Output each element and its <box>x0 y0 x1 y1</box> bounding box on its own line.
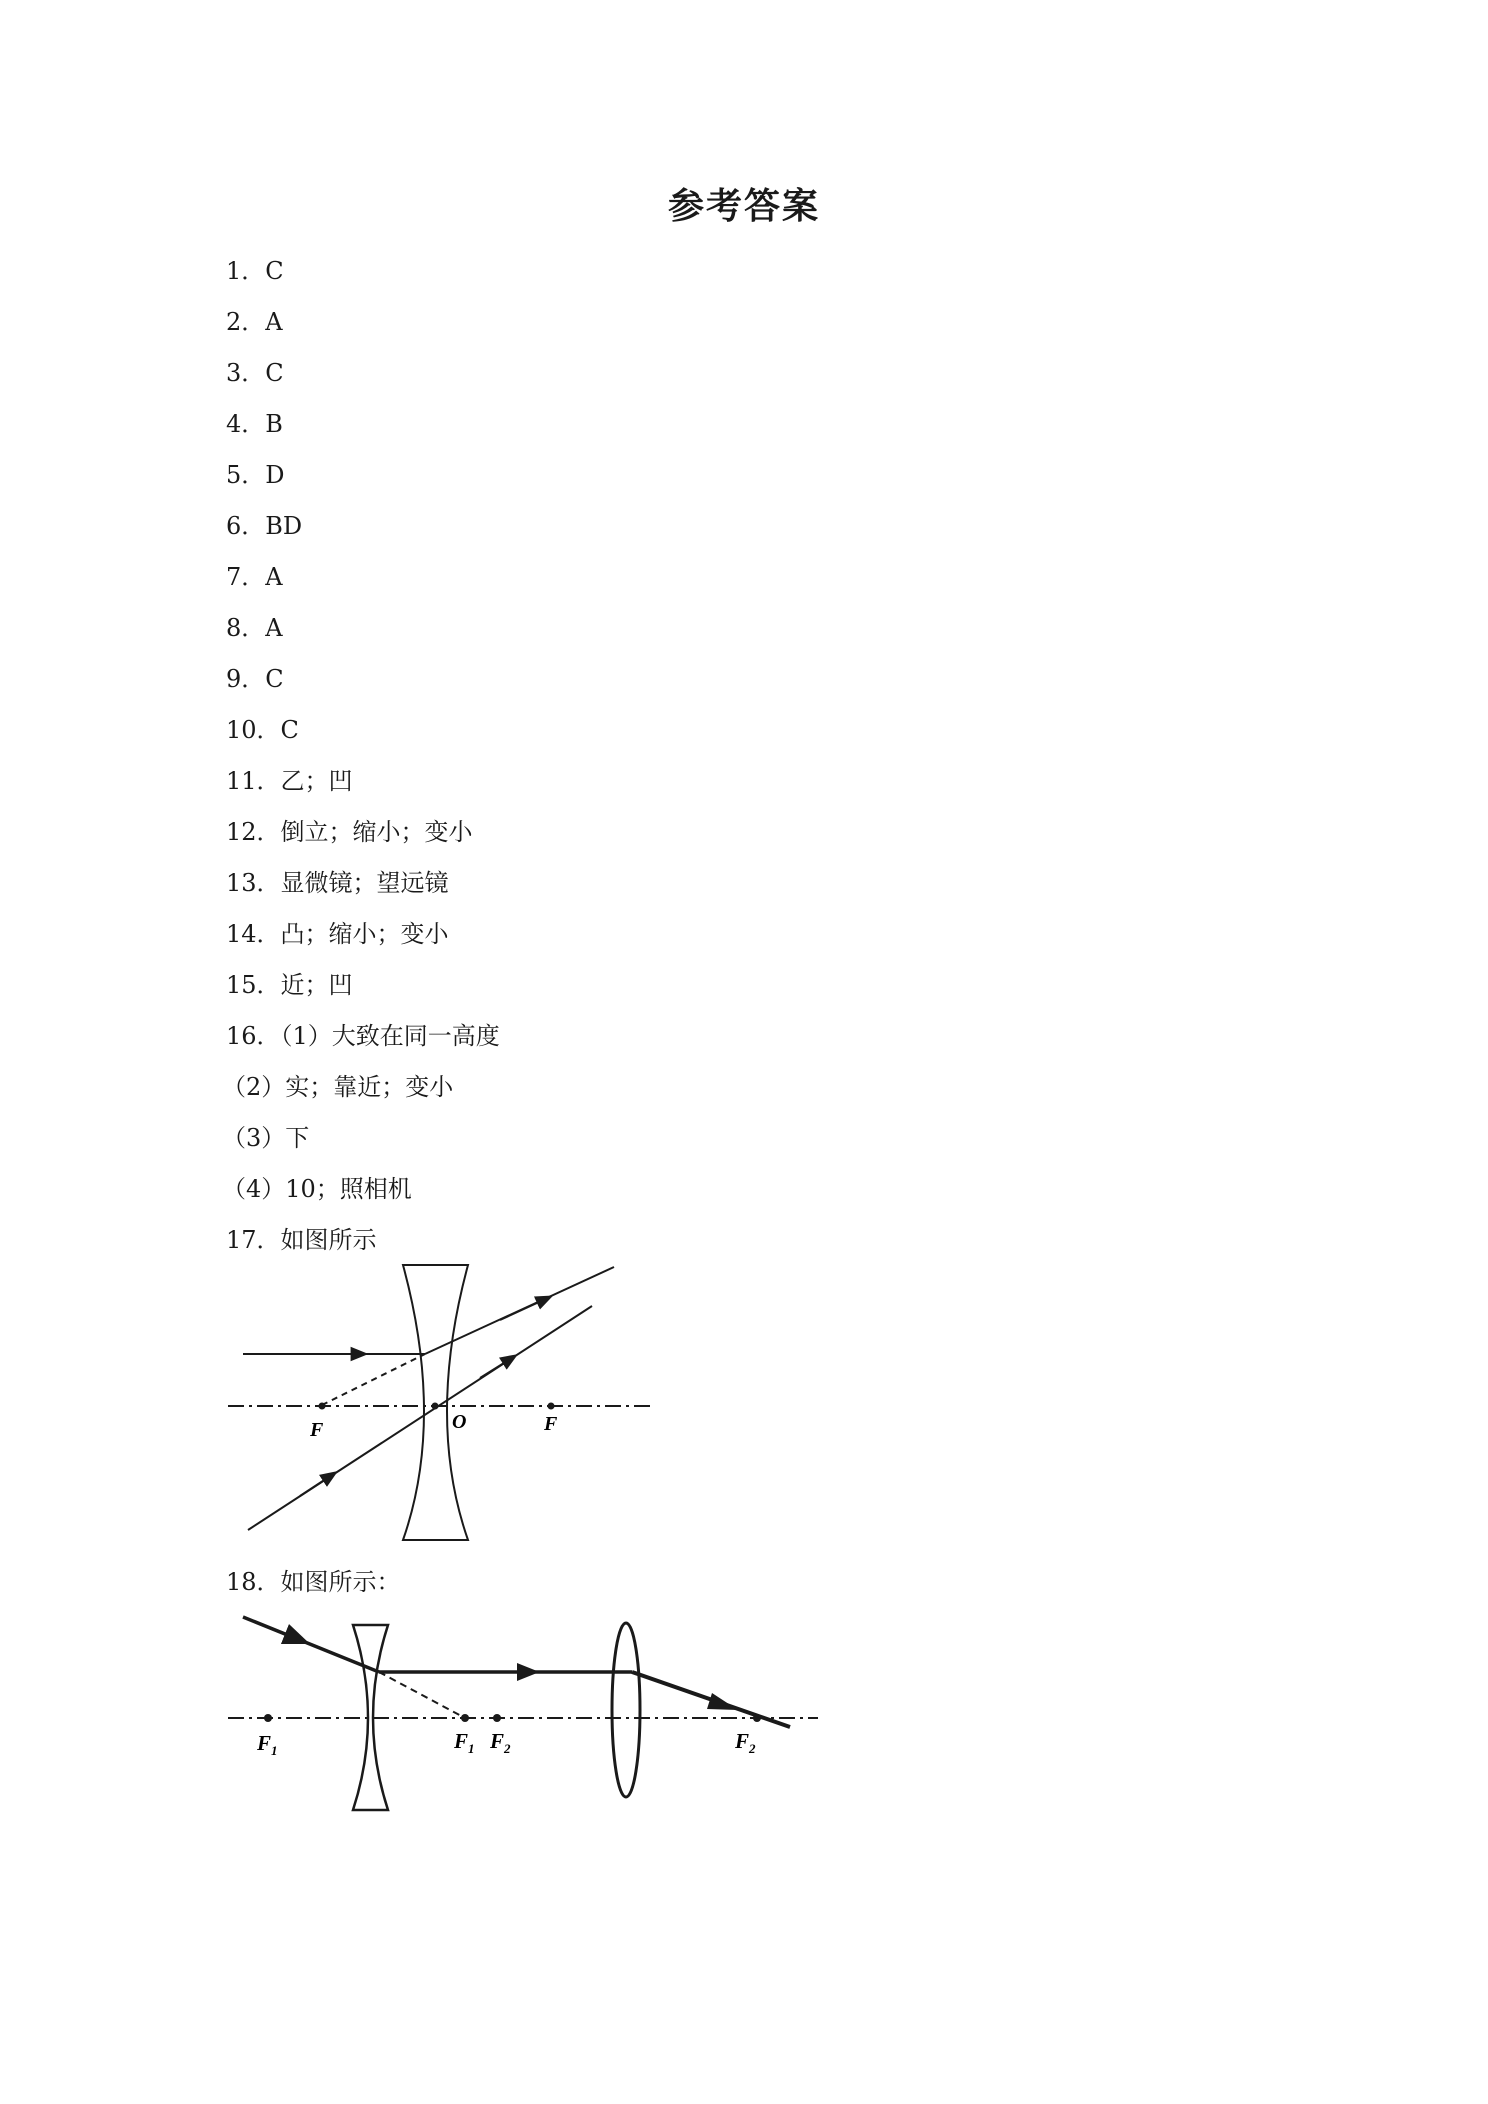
answer-line: 16．（1）大致在同一高度 <box>226 1022 500 1050</box>
incident-ray-2-arrow <box>270 1628 305 1642</box>
focal-point-f2-left <box>493 1714 501 1722</box>
answer-line: 8．A <box>226 614 283 642</box>
answer-line: 4．B <box>226 410 283 438</box>
converging-ray-arrow <box>707 1693 738 1710</box>
answer-line: 1．C <box>226 257 284 285</box>
focal-label-right: F <box>544 1413 558 1435</box>
center-label: O <box>452 1411 467 1433</box>
answer-line: 15．近；凹 <box>226 971 353 999</box>
answer-line: 10．C <box>226 716 299 744</box>
answer-line: 17．如图所示 <box>226 1226 377 1254</box>
virtual-extension-line-2 <box>379 1672 465 1718</box>
optical-center <box>432 1403 439 1410</box>
answer-line: 18．如图所示： <box>226 1568 401 1596</box>
answer-line: 12．倒立；缩小；变小 <box>226 818 473 846</box>
answer-subline: （3）下 <box>222 1124 310 1152</box>
answer-line: 11．乙；凹 <box>226 767 353 795</box>
ray-through-center-arrow-2 <box>480 1356 515 1378</box>
answer-line: 7．A <box>226 563 283 591</box>
answer-line: 5．D <box>226 461 285 489</box>
focal-point-f2-right <box>753 1714 761 1722</box>
concave-lens <box>403 1265 468 1540</box>
focal-label-f1-left: $F_1$ <box>257 1731 278 1758</box>
focal-point-left <box>319 1403 326 1410</box>
focal-point-f1-left <box>264 1714 272 1722</box>
focal-point-f1-right <box>461 1714 469 1722</box>
answer-line: 2．A <box>226 308 283 336</box>
answer-line: 3．C <box>226 359 284 387</box>
focal-label-f2-right: $F_2$ <box>735 1729 756 1756</box>
focal-label-f1-right: $F_1$ <box>454 1729 475 1756</box>
focal-label-left: F <box>310 1419 324 1441</box>
ray-through-center-arrow-1 <box>300 1473 335 1496</box>
answer-line: 9．C <box>226 665 284 693</box>
answer-line: 14．凸；缩小；变小 <box>226 920 449 948</box>
refracted-ray-divergent-arrow <box>500 1297 550 1320</box>
answer-line: 6．BD <box>226 512 303 540</box>
page-title: 参考答案 <box>667 186 820 227</box>
answer-subline: （2）实；靠近；变小 <box>222 1073 454 1101</box>
answer-line: 13．显微镜；望远镜 <box>226 869 449 897</box>
focal-label-f2-left: $F_2$ <box>490 1729 511 1756</box>
virtual-extension-line <box>322 1354 425 1405</box>
convex-lens <box>612 1623 640 1797</box>
ray-through-center <box>248 1306 592 1530</box>
answer-subline: （4）10；照相机 <box>222 1175 412 1203</box>
focal-point-right <box>548 1403 555 1410</box>
